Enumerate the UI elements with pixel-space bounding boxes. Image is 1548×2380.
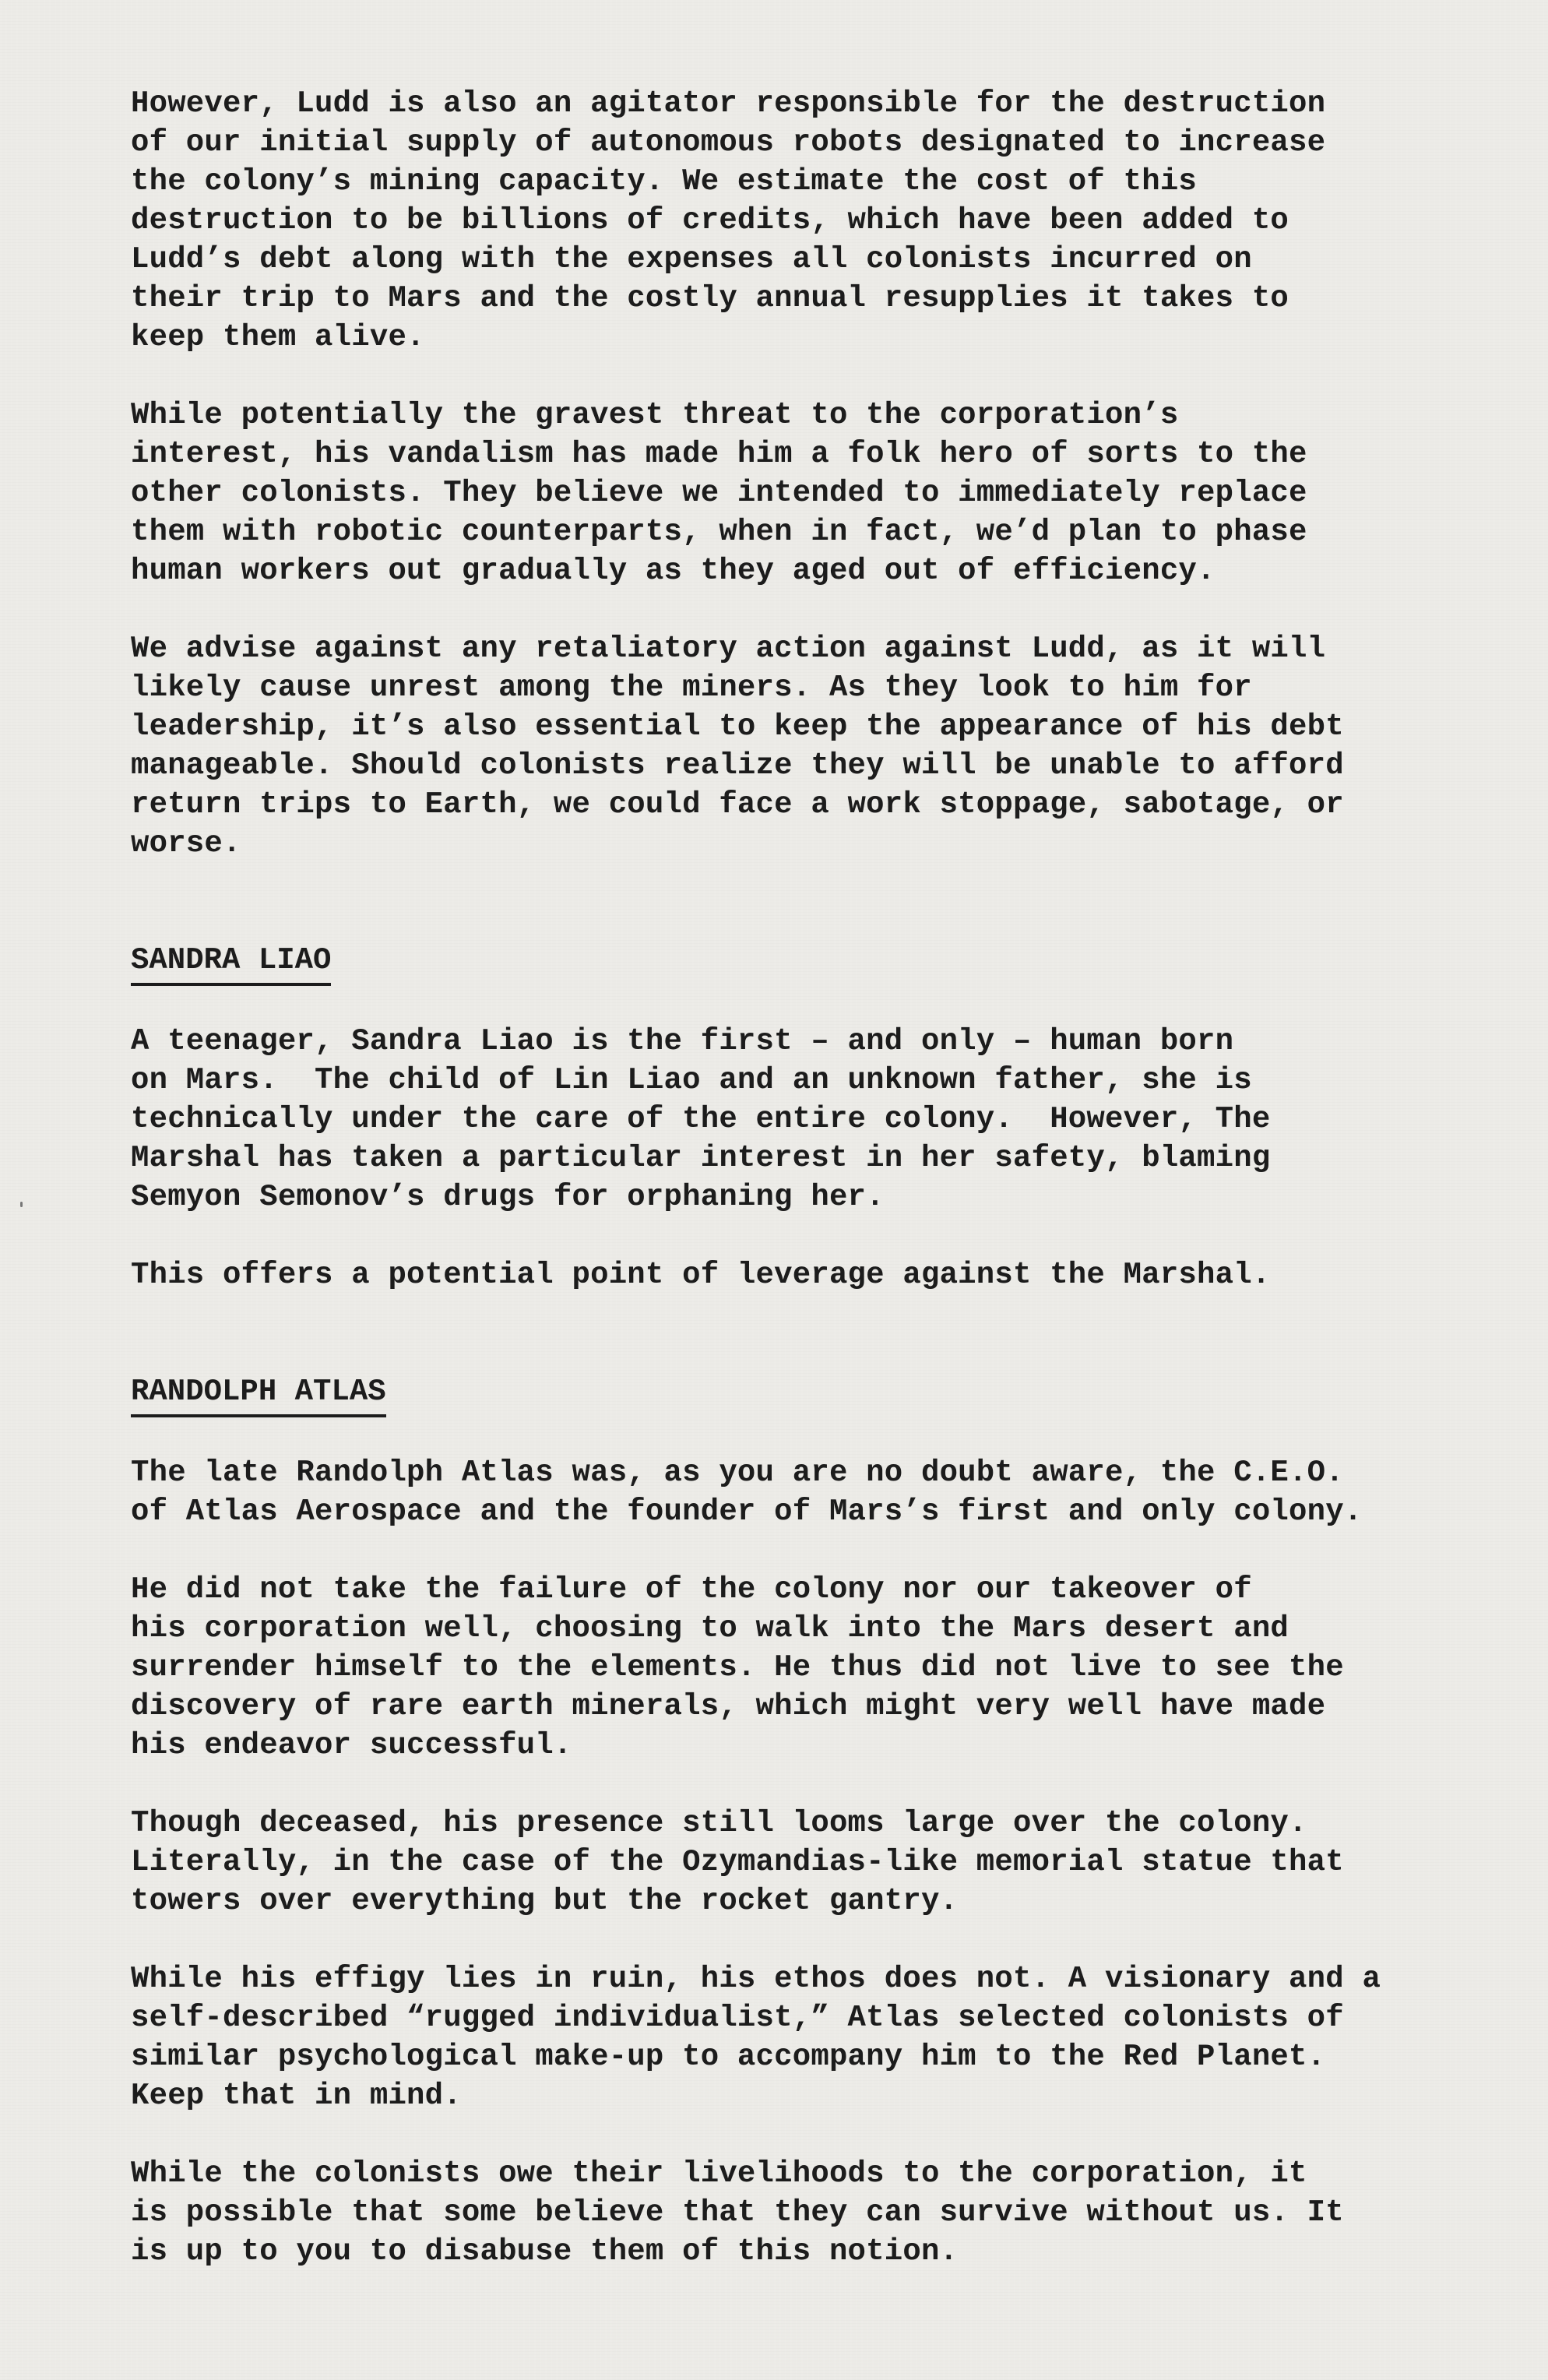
randolph-atlas-heading: RANDOLPH ATLAS [131,1372,386,1417]
sandra-liao-heading: SANDRA LIAO [131,941,331,986]
randolph-paragraph-4: While his effigy lies in ruin, his ethos does not. A visionary and a self-described “rugged individualist,” Atlas selected colonists of similar psychological make-up to accompany him to the Red Planet. Keep that in mind. [131,1962,1381,2113]
randolph-paragraph-2: He did not take the failure of the colony nor our takeover of his corporation well, choosing to walk into the Mars desert and surrender himself to the elements. He thus did not live to see the discovery of rare earth minerals, which might very well have made his endeavor successful. [131,1572,1344,1762]
ludd-paragraph-1: However, Ludd is also an agitator responsible for the destruction of our initial supply of autonomous robots designated to increase the colony’s mining capacity. We estimate the cost of this destruction to be billions of credits, which have been added to Ludd’s debt along with the expenses all colonists incurred on their trip to Mars and the costly annual resupplies it takes to keep them alive. [131,86,1326,354]
randolph-section [131,1372,1439,1417]
ludd-paragraph-3: We advise against any retaliatory action against Ludd, as it will likely cause unrest among the miners. As they look to him for leadership, it’s also essential to keep the appearance of his debt manageable. Should colonists realize they will be unable to afford return trips to Earth, we could face a work stoppage, sabotage, or worse. [131,632,1344,861]
document-page [131,84,1439,2271]
sandra-paragraph-1: A teenager, Sandra Liao is the first – and only – human born on Mars. The child of Lin Liao and an unknown father, she is technically under the care of the entire colony. However, The Marshal has taken a particular interest in her safety, blaming Semyon Semonov’s drugs for orphaning her. [131,1024,1271,1214]
sandra-section [131,941,1439,986]
sandra-paragraph-2: This offers a potential point of leverage against the Marshal. [131,1258,1271,1292]
paper-speck [20,1202,23,1207]
ludd-paragraph-2: While potentially the gravest threat to the corporation’s interest, his vandalism has made him a folk hero of sorts to the other colonists. They believe we intended to immediately replace them with robotic counterparts, when in fact, we’d plan to phase human workers out gradually as they aged out of efficiency. [131,398,1307,588]
randolph-paragraph-1: The late Randolph Atlas was, as you are no doubt aware, the C.E.O. of Atlas Aerospace and the founder of Mars’s first and only colony. [131,1456,1363,1529]
randolph-paragraph-5: While the colonists owe their livelihoods to the corporation, it is possible that some believe that they can survive without us. It is up to you to disabuse them of this notion. [131,2156,1344,2269]
randolph-paragraph-3: Though deceased, his presence still looms large over the colony. Literally, in the case of the Ozymandias-like memorial statue that towers over everything but the rocket gantry. [131,1806,1344,1918]
